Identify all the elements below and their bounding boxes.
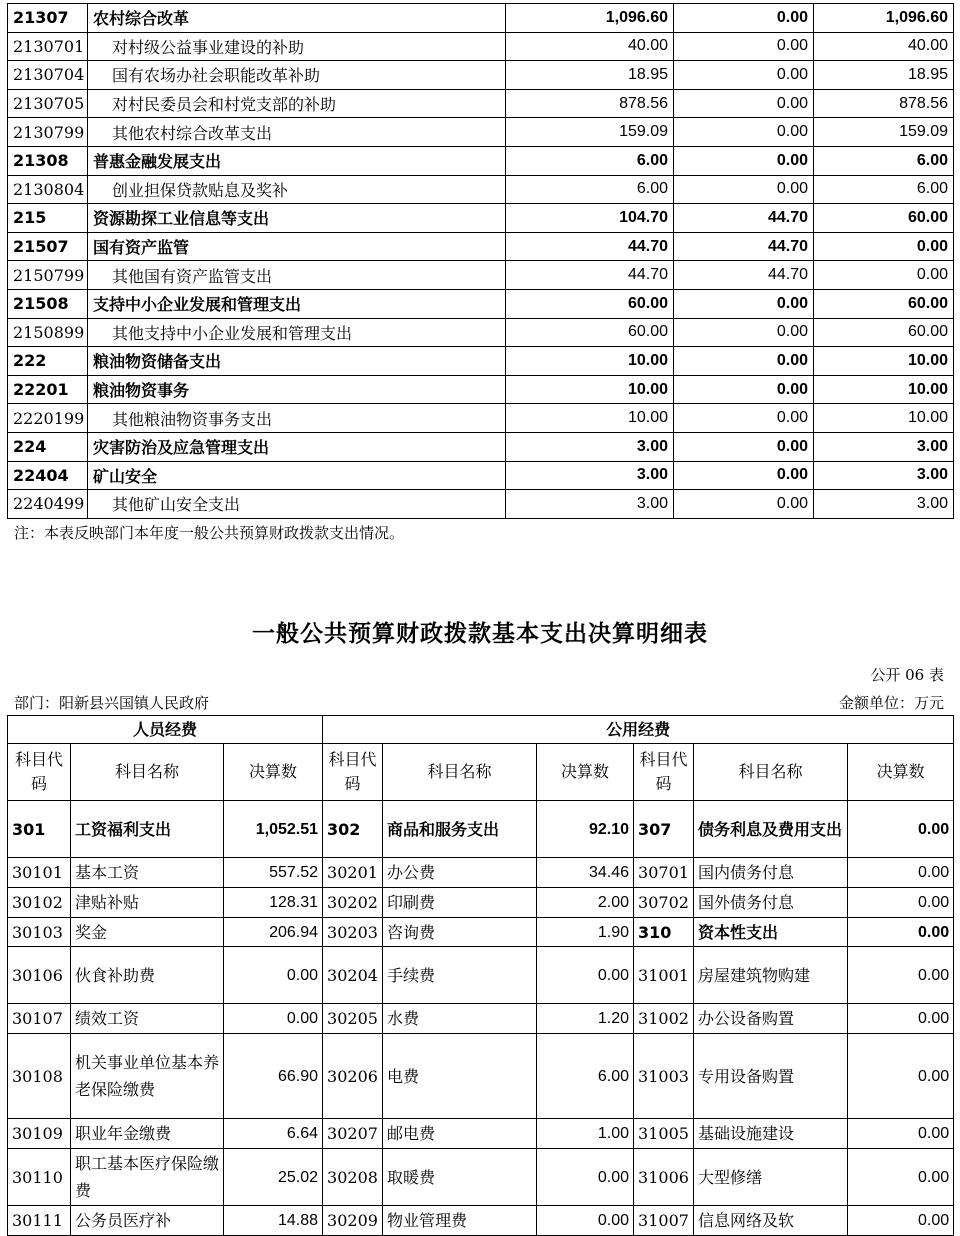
row-project: 10.00 <box>814 404 954 433</box>
row-project: 10.00 <box>814 375 954 404</box>
cell-code: 30101 <box>8 858 71 888</box>
cell-amount: 0.00 <box>537 1206 634 1236</box>
page-title: 一般公共预算财政拨款基本支出决算明细表 <box>252 621 708 647</box>
cell-code: 30206 <box>323 1034 383 1119</box>
table-row <box>8 118 954 147</box>
cell-amount: 0.00 <box>537 947 634 1004</box>
cell-name: 绩效工资 <box>71 1004 224 1034</box>
row-total: 40.00 <box>506 32 674 61</box>
cell-code: 31001 <box>634 947 694 1004</box>
col-name-header: 科目名称 <box>71 744 224 801</box>
cell-name: 工资福利支出 <box>71 801 224 858</box>
cell-name: 水费 <box>383 1004 537 1034</box>
cell-name: 国内债务付息 <box>694 858 848 888</box>
cell-amount: 25.02 <box>224 1149 323 1206</box>
row-basic: 0.00 <box>674 289 814 318</box>
cell-amount: 66.90 <box>224 1034 323 1119</box>
row-name: 其他矿山安全支出 <box>88 490 506 519</box>
row-total: 44.70 <box>506 232 674 261</box>
row-code: 215 <box>8 204 88 233</box>
cell-amount: 0.00 <box>848 888 954 918</box>
row-project: 1,096.60 <box>814 4 954 33</box>
row-project: 60.00 <box>814 204 954 233</box>
cell-amount: 2.00 <box>537 888 634 918</box>
cell-name: 资本性支出 <box>694 918 848 947</box>
row-total: 44.70 <box>506 261 674 290</box>
table-row <box>8 947 954 1004</box>
row-project: 10.00 <box>814 347 954 376</box>
cell-name: 国外债务付息 <box>694 888 848 918</box>
cell-code: 30111 <box>8 1206 71 1236</box>
cell-amount: 1,052.51 <box>224 801 323 858</box>
col-code-header: 科目代码 <box>634 744 694 801</box>
cell-amount: 6.64 <box>224 1119 323 1149</box>
table-row <box>8 918 954 947</box>
row-name: 国有农场办社会职能改革补助 <box>88 61 506 90</box>
col-code-header: 科目代码 <box>8 744 71 801</box>
row-total: 6.00 <box>506 175 674 204</box>
table-row <box>8 490 954 519</box>
row-basic: 0.00 <box>674 347 814 376</box>
form-number: 公开 06 表 <box>870 666 944 684</box>
table-row <box>8 375 954 404</box>
row-project: 60.00 <box>814 318 954 347</box>
row-total: 18.95 <box>506 61 674 90</box>
expenditure-table-continued <box>7 3 954 519</box>
cell-code: 30103 <box>8 918 71 947</box>
cell-amount: 1.20 <box>537 1004 634 1034</box>
cell-code: 30109 <box>8 1119 71 1149</box>
row-total: 10.00 <box>506 347 674 376</box>
table-row <box>8 318 954 347</box>
row-basic: 0.00 <box>674 146 814 175</box>
basic-expenditure-detail-table <box>7 715 954 1236</box>
row-code: 2130701 <box>8 32 88 61</box>
cell-name: 电费 <box>383 1034 537 1119</box>
cell-code: 30107 <box>8 1004 71 1034</box>
table-row <box>8 404 954 433</box>
table-row <box>8 347 954 376</box>
cell-code: 301 <box>8 801 71 858</box>
row-project: 40.00 <box>814 32 954 61</box>
cell-name: 商品和服务支出 <box>383 801 537 858</box>
row-total: 878.56 <box>506 89 674 118</box>
row-name: 国有资产监管 <box>88 232 506 261</box>
cell-code: 30205 <box>323 1004 383 1034</box>
table-row <box>8 1149 954 1206</box>
row-code: 22201 <box>8 375 88 404</box>
cell-name: 基础设施建设 <box>694 1119 848 1149</box>
row-name: 其他农村综合改革支出 <box>88 118 506 147</box>
col-name-header: 科目名称 <box>694 744 848 801</box>
cell-code: 30106 <box>8 947 71 1004</box>
row-basic: 0.00 <box>674 318 814 347</box>
col-code-header: 科目代码 <box>323 744 383 801</box>
cell-name: 机关事业单位基本养老保险缴费 <box>71 1034 224 1119</box>
row-total: 3.00 <box>506 490 674 519</box>
table-row <box>8 801 954 858</box>
table-row <box>8 888 954 918</box>
cell-name: 办公费 <box>383 858 537 888</box>
row-project: 6.00 <box>814 175 954 204</box>
cell-code: 31002 <box>634 1004 694 1034</box>
row-name: 粮油物资储备支出 <box>88 347 506 376</box>
cell-amount: 92.10 <box>537 801 634 858</box>
row-total: 104.70 <box>506 204 674 233</box>
cell-amount: 0.00 <box>848 1004 954 1034</box>
table-row <box>8 232 954 261</box>
cell-name: 信息网络及软 <box>694 1206 848 1236</box>
row-total: 3.00 <box>506 432 674 461</box>
unit-label: 金额单位：万元 <box>838 694 944 712</box>
row-project: 878.56 <box>814 89 954 118</box>
row-code: 2150799 <box>8 261 88 290</box>
row-name: 其他支持中小企业发展和管理支出 <box>88 318 506 347</box>
table-row <box>8 4 954 33</box>
row-code: 2220199 <box>8 404 88 433</box>
row-basic: 0.00 <box>674 490 814 519</box>
row-basic: 0.00 <box>674 404 814 433</box>
cell-code: 31003 <box>634 1034 694 1119</box>
cell-name: 印刷费 <box>383 888 537 918</box>
col-amount-header: 决算数 <box>224 744 323 801</box>
row-total: 3.00 <box>506 461 674 490</box>
row-total: 1,096.60 <box>506 4 674 33</box>
row-code: 2130804 <box>8 175 88 204</box>
cell-code: 30201 <box>323 858 383 888</box>
row-name: 创业担保贷款贴息及奖补 <box>88 175 506 204</box>
row-basic: 0.00 <box>674 118 814 147</box>
row-basic: 44.70 <box>674 204 814 233</box>
cell-amount: 0.00 <box>848 858 954 888</box>
row-project: 60.00 <box>814 289 954 318</box>
cell-code: 30203 <box>323 918 383 947</box>
cell-amount: 0.00 <box>224 1004 323 1034</box>
cell-amount: 0.00 <box>224 947 323 1004</box>
row-project: 0.00 <box>814 232 954 261</box>
cell-name: 大型修缮 <box>694 1149 848 1206</box>
cell-amount: 1.00 <box>537 1119 634 1149</box>
cell-code: 31007 <box>634 1206 694 1236</box>
cell-amount: 0.00 <box>848 1119 954 1149</box>
cell-name: 物业管理费 <box>383 1206 537 1236</box>
row-name: 其他粮油物资事务支出 <box>88 404 506 433</box>
row-basic: 0.00 <box>674 89 814 118</box>
cell-amount: 128.31 <box>224 888 323 918</box>
cell-code: 310 <box>634 918 694 947</box>
cell-name: 邮电费 <box>383 1119 537 1149</box>
row-basic: 0.00 <box>674 432 814 461</box>
cell-code: 30110 <box>8 1149 71 1206</box>
row-basic: 44.70 <box>674 261 814 290</box>
row-name: 粮油物资事务 <box>88 375 506 404</box>
row-total: 60.00 <box>506 318 674 347</box>
cell-name: 专用设备购置 <box>694 1034 848 1119</box>
row-basic: 0.00 <box>674 4 814 33</box>
cell-code: 30202 <box>323 888 383 918</box>
row-code: 224 <box>8 432 88 461</box>
row-basic: 0.00 <box>674 175 814 204</box>
cell-name: 奖金 <box>71 918 224 947</box>
cell-amount: 0.00 <box>848 947 954 1004</box>
table-row <box>8 432 954 461</box>
row-name: 矿山安全 <box>88 461 506 490</box>
table-row <box>8 89 954 118</box>
cell-name: 伙食补助费 <box>71 947 224 1004</box>
row-code: 22404 <box>8 461 88 490</box>
cell-code: 30209 <box>323 1206 383 1236</box>
cell-code: 30204 <box>323 947 383 1004</box>
table-row <box>8 1004 954 1034</box>
col-amount-header: 决算数 <box>537 744 634 801</box>
row-name: 资源勘探工业信息等支出 <box>88 204 506 233</box>
cell-amount: 34.46 <box>537 858 634 888</box>
column-header-row <box>8 744 954 801</box>
row-code: 21507 <box>8 232 88 261</box>
cell-amount: 1.90 <box>537 918 634 947</box>
row-project: 0.00 <box>814 261 954 290</box>
row-code: 21308 <box>8 146 88 175</box>
table-row <box>8 61 954 90</box>
row-basic: 0.00 <box>674 32 814 61</box>
table-row <box>8 32 954 61</box>
row-code: 2130799 <box>8 118 88 147</box>
cell-code: 302 <box>323 801 383 858</box>
cell-amount: 0.00 <box>848 1206 954 1236</box>
row-total: 6.00 <box>506 146 674 175</box>
row-name: 对村民委员会和村党支部的补助 <box>88 89 506 118</box>
row-basic: 44.70 <box>674 232 814 261</box>
row-project: 159.09 <box>814 118 954 147</box>
cell-name: 房屋建筑物购建 <box>694 947 848 1004</box>
table-row <box>8 1119 954 1149</box>
row-name: 灾害防治及应急管理支出 <box>88 432 506 461</box>
table-row <box>8 204 954 233</box>
col-name-header: 科目名称 <box>383 744 537 801</box>
cell-amount: 206.94 <box>224 918 323 947</box>
row-name: 对村级公益事业建设的补助 <box>88 32 506 61</box>
cell-amount: 14.88 <box>224 1206 323 1236</box>
cell-amount: 0.00 <box>848 1034 954 1119</box>
row-total: 60.00 <box>506 289 674 318</box>
table-row <box>8 461 954 490</box>
cell-amount: 0.00 <box>848 918 954 947</box>
col-amount-header: 决算数 <box>848 744 954 801</box>
cell-code: 307 <box>634 801 694 858</box>
table-row <box>8 1034 954 1119</box>
cell-code: 30108 <box>8 1034 71 1119</box>
row-project: 3.00 <box>814 490 954 519</box>
row-total: 159.09 <box>506 118 674 147</box>
cell-code: 30102 <box>8 888 71 918</box>
row-project: 3.00 <box>814 461 954 490</box>
cell-name: 公务员医疗补 <box>71 1206 224 1236</box>
table-note: 注：本表反映部门本年度一般公共预算财政拨款支出情况。 <box>14 524 405 542</box>
cell-amount: 0.00 <box>848 801 954 858</box>
cell-amount: 6.00 <box>537 1034 634 1119</box>
row-code: 21307 <box>8 4 88 33</box>
row-code: 222 <box>8 347 88 376</box>
row-basic: 0.00 <box>674 461 814 490</box>
table-row <box>8 289 954 318</box>
cell-name: 职工基本医疗保险缴费 <box>71 1149 224 1206</box>
table-row <box>8 858 954 888</box>
cell-name: 取暖费 <box>383 1149 537 1206</box>
cell-amount: 0.00 <box>848 1149 954 1206</box>
row-basic: 0.00 <box>674 375 814 404</box>
cell-amount: 0.00 <box>537 1149 634 1206</box>
row-name: 农村综合改革 <box>88 4 506 33</box>
row-name: 支持中小企业发展和管理支出 <box>88 289 506 318</box>
table-row <box>8 261 954 290</box>
cell-code: 30207 <box>323 1119 383 1149</box>
group-header-row <box>8 716 954 744</box>
cell-name: 手续费 <box>383 947 537 1004</box>
cell-code: 30701 <box>634 858 694 888</box>
row-code: 2130705 <box>8 89 88 118</box>
row-code: 2150899 <box>8 318 88 347</box>
cell-code: 31005 <box>634 1119 694 1149</box>
cell-name: 办公设备购置 <box>694 1004 848 1034</box>
department-label: 部门：阳新县兴国镇人民政府 <box>14 694 210 712</box>
cell-code: 31006 <box>634 1149 694 1206</box>
cell-name: 职业年金缴费 <box>71 1119 224 1149</box>
row-code: 21508 <box>8 289 88 318</box>
row-project: 3.00 <box>814 432 954 461</box>
cell-name: 津贴补贴 <box>71 888 224 918</box>
table-row <box>8 1206 954 1236</box>
row-name: 其他国有资产监管支出 <box>88 261 506 290</box>
row-project: 6.00 <box>814 146 954 175</box>
cell-name: 债务利息及费用支出 <box>694 801 848 858</box>
cell-code: 30208 <box>323 1149 383 1206</box>
cell-name: 咨询费 <box>383 918 537 947</box>
row-total: 10.00 <box>506 375 674 404</box>
row-project: 18.95 <box>814 61 954 90</box>
row-code: 2130704 <box>8 61 88 90</box>
cell-amount: 557.52 <box>224 858 323 888</box>
row-code: 2240499 <box>8 490 88 519</box>
row-total: 10.00 <box>506 404 674 433</box>
cell-name: 基本工资 <box>71 858 224 888</box>
row-basic: 0.00 <box>674 61 814 90</box>
row-name: 普惠金融发展支出 <box>88 146 506 175</box>
group-personnel-header: 人员经费 <box>8 716 323 744</box>
cell-code: 30702 <box>634 888 694 918</box>
table-row <box>8 175 954 204</box>
table-row <box>8 146 954 175</box>
group-public-header: 公用经费 <box>323 716 954 744</box>
